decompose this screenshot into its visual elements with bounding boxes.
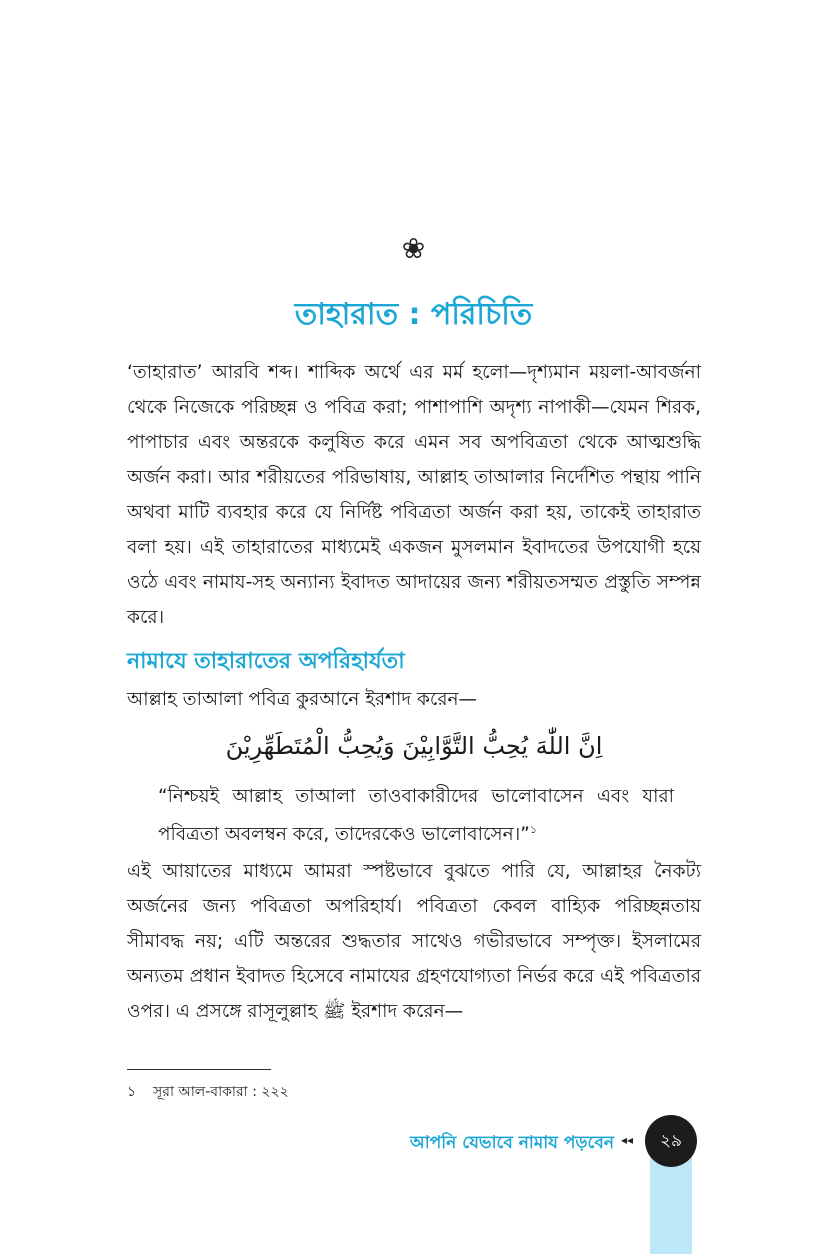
footnote-divider (127, 1069, 271, 1070)
running-footer-book-title: আপনি যেভাবে নামায পড়বেন (409, 1133, 614, 1153)
footnote-number: ১ (127, 1084, 137, 1100)
intro-paragraph: ‘তাহারাত’ আরবি শব্দ। শাব্দিক অর্থে এর মর্ম হলো—দৃশ্যমান ময়লা-আবর্জনা থেকে নিজেকে পরিচ্ছন্ন ও পবিত্র করা; পাশাপাশি অদৃশ্য নাপাকী—যেমন শিরক, পাপাচার এবং অন্তরকে কলুষিত করে এমন সব অপবিত্রতা থেকে আত্মশুদ্ধি অর্জন করা। আর শরীয়তের পরিভাষায়, আল্লাহ তাআলার নির্দেশিত পন্থায় পানি অথবা মাটি ব্যবহার করে যে নির্দিষ্ট পবিত্রতা অর্জন করা হয়, তাকেই তাহারাত বলা হয়। এই তাহারাতের মাধ্যমেই একজন মুসলমান ইবাদতের উপযোগী হয়ে ওঠে এবং নামায-সহ অন্যান্য ইবাদত আদায়ের জন্য শরীয়তসম্মত প্রস্তুতি সম্পন্ন করে। (127, 362, 701, 628)
quote-text: “নিশ্চয়ই আল্লাহ তাআলা তাওবাকারীদের ভালোবাসেন এবং যারা পবিত্রতা অবলম্বন করে, তাদেরকেও ভালোবাসেন।” (158, 786, 674, 846)
section-heading: নামাযে তাহারাতের অপরিহার্যতা (127, 649, 405, 674)
arabic-verse: اِنَّ اللّٰهَ يُحِبُّ التَّوَّابِيْنَ وَيُحِبُّ الْمُتَطَهِّرِيْنَ (225, 732, 603, 760)
double-arrow-left-icon: ◂◂ (621, 1133, 634, 1147)
verse-translation-quote (158, 780, 674, 851)
footnote-reference: ১ (529, 823, 537, 836)
footnote (127, 1080, 289, 1104)
body-paragraph: এই আয়াতের মাধ্যমে আমরা স্পষ্টভাবে বুঝতে পারি যে, আল্লাহর নৈকট্য অর্জনের জন্য পবিত্রতা অপরিহার্য। পবিত্রতা কেবল বাহ্যিক পরিচ্ছন্নতায় সীমাবদ্ধ নয়; এটি অন্তরের শুদ্ধতার সাথেও গভীরভাবে সম্পৃক্ত। ইসলামের অন্যতম প্রধান ইবাদত হিসেবে নামাযের গ্রহণযোগ্যতা নির্ভর করে এই পবিত্রতার ওপর। এ প্রসঙ্গে রাসূলুল্লাহ ﷺ ইরশাদ করেন— (127, 861, 701, 1022)
lead-line: আল্লাহ তাআলা পবিত্র কুরআনে ইরশাদ করেন— (127, 689, 478, 710)
flower-ornament-icon: ❀ (401, 232, 426, 265)
chapter-title: তাহারাত : পরিচিতি (294, 297, 533, 332)
page-number-badge: ২৯ (645, 1115, 697, 1167)
footnote-text: সূরা আল-বাকারা : ২২২ (153, 1084, 289, 1100)
